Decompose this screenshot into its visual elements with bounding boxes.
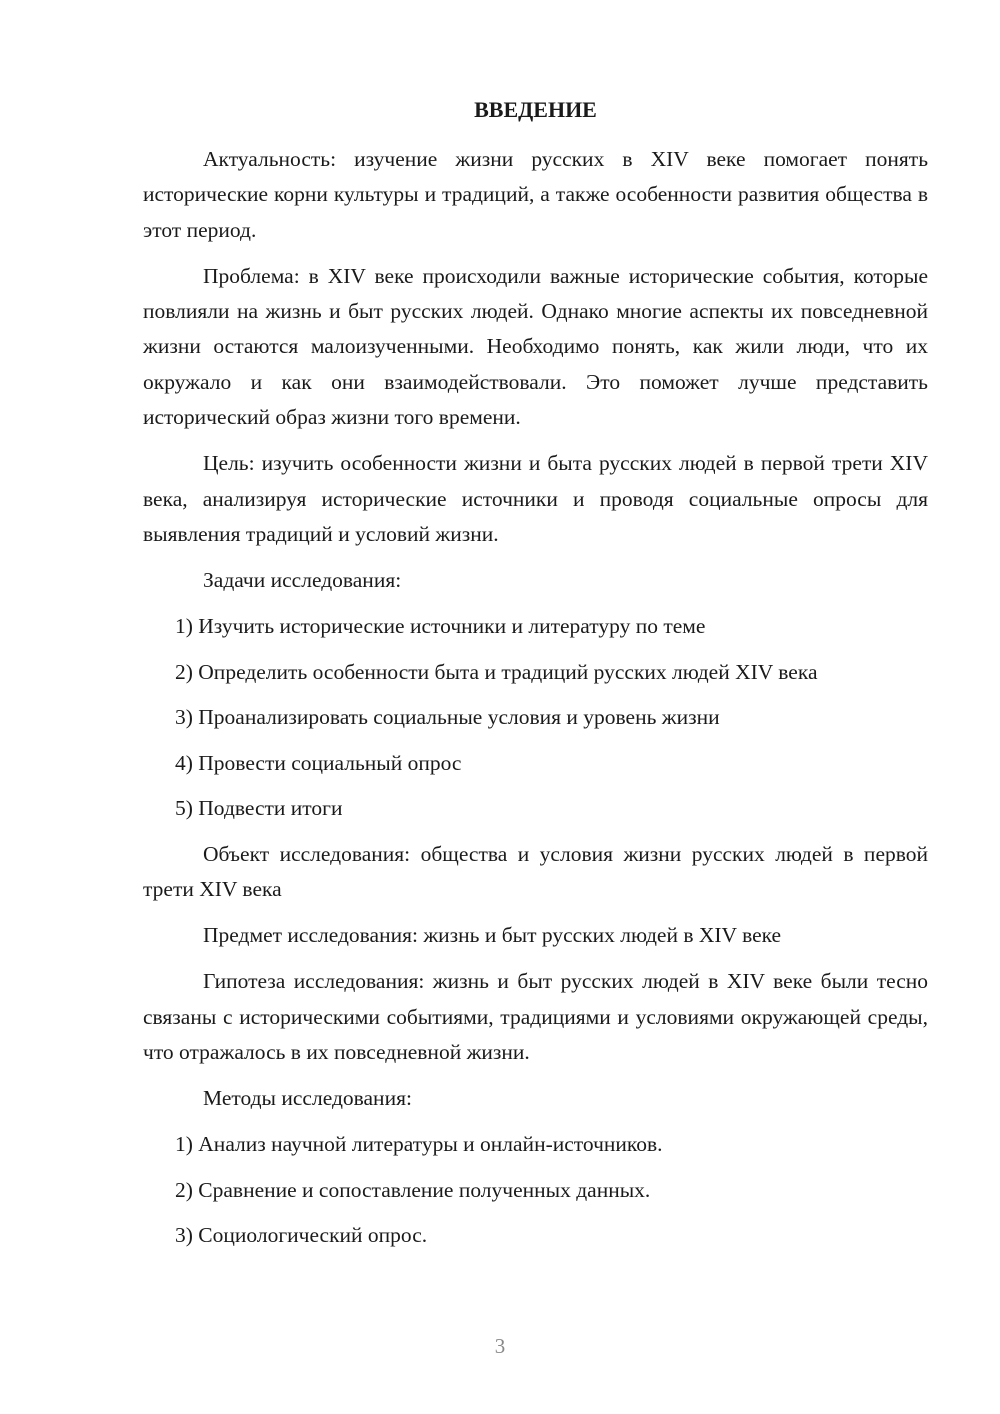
relevance-paragraph: Актуальность: изучение жизни русских в XIV веке помогает понять исторические корни культуры и традиций, а также особенности развития общества в этот период. (143, 147, 928, 242)
methods-list (143, 1127, 928, 1253)
problem-paragraph: Проблема: в XIV веке происходили важные исторические события, которые повлияли на жизнь и быт русских людей. Однако многие аспекты их повседневной жизни остаются малоизученными. Необходимо понять, как жили люди, что их окружало и как они взаимодействовали. Это поможет лучше представить исторический образ жизни того времени. (143, 263, 928, 430)
list-item: 4) Провести социальный опрос (175, 750, 462, 775)
tasks-heading: Задачи исследования: (203, 568, 402, 593)
subject-paragraph: Предмет исследования: жизнь и быт русских людей в XIV веке (203, 923, 782, 948)
list-item: 1) Изучить исторические источники и литературу по теме (175, 614, 706, 639)
goal-paragraph: Цель: изучить особенности жизни и быта русских людей в первой трети XIV века, анализируя исторические источники и проводя социальные опросы для выявления традиций и условий жизни. (143, 451, 928, 546)
section-title: ВВЕДЕНИЕ (474, 97, 597, 122)
methods-heading: Методы исследования: (203, 1086, 412, 1111)
list-item: 2) Определить особенности быта и традиций русских людей XIV века (175, 659, 818, 684)
list-item: 1) Анализ научной литературы и онлайн-источников. (175, 1132, 663, 1157)
list-item: 3) Проанализировать социальные условия и уровень жизни (175, 705, 720, 730)
page-number: 3 (494, 1334, 506, 1358)
object-paragraph: Объект исследования: общества и условия жизни русских людей в первой трети XIV века (143, 841, 928, 902)
hypothesis-paragraph: Гипотеза исследования: жизнь и быт русских людей в XIV веке были тесно связаны с историческими событиями, традициями и условиями окружающей среды, что отражалось в их повседневной жизни. (143, 969, 928, 1064)
list-item: 3) Социологический опрос. (175, 1223, 428, 1248)
list-item: 5) Подвести итоги (175, 796, 343, 821)
document-page (143, 94, 928, 1264)
list-item: 2) Сравнение и сопоставление полученных данных. (175, 1177, 651, 1202)
tasks-list (143, 609, 928, 826)
